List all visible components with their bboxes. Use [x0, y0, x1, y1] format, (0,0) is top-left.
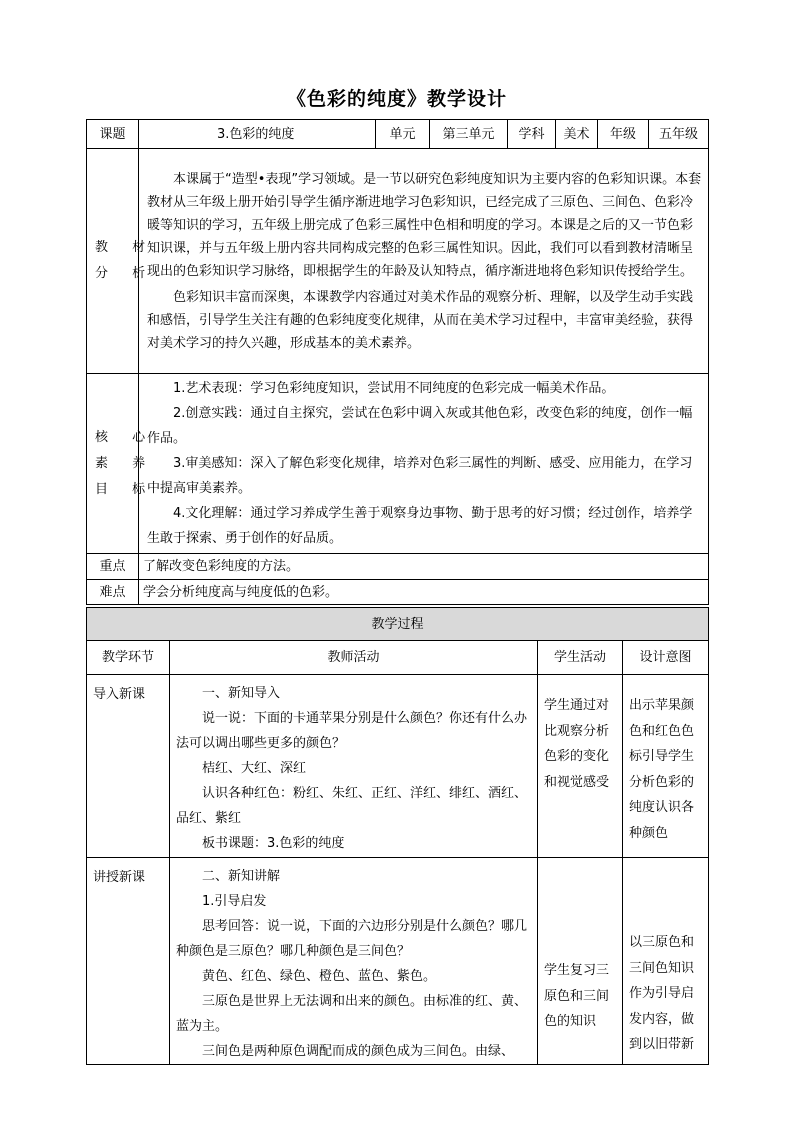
lesson-info-table: [86, 119, 709, 605]
teacher-line: 二、新知讲解: [202, 869, 281, 884]
material-analysis-text: [139, 149, 709, 374]
section-name: 导入新课: [87, 675, 170, 858]
subject-value: 美术: [556, 120, 598, 149]
goal-item: 2.创意实践：通过自主探究，尝试在色彩中调入灰或其他色彩，改变色彩的纯度，创作一幅作品。: [147, 406, 693, 446]
teacher-activity: [170, 858, 538, 1065]
design-intent: 以三原色和三间色知识作为引导启发内容，做到以旧带新: [623, 858, 709, 1065]
difficulty-row: [87, 580, 709, 605]
goal-item: 1.艺术表现：学习色彩纯度知识，尝试用不同纯度的色彩完成一幅美术作品。: [173, 381, 615, 396]
document-title: 《色彩的纯度》教学设计: [286, 88, 507, 110]
section-name: 讲授新课: [87, 858, 170, 1065]
teaching-process-table: [86, 607, 709, 1065]
teacher-line: 1.引导启发: [202, 894, 267, 909]
header-student-activity: 学生活动: [538, 641, 623, 675]
teacher-line: 思考回答：说一说，下面的六边形分别是什么颜色？哪几种颜色是三原色？哪几种颜色是三间色？: [176, 919, 528, 959]
unit-label: 单元: [376, 120, 430, 149]
core-goals-text: [139, 374, 709, 554]
info-row: [87, 120, 709, 149]
teacher-line: 黄色、红色、绿色、橙色、蓝色、紫色。: [202, 969, 437, 984]
goal-item: 4.文化理解：通过学习养成学生善于观察身边事物、勤于思考的好习惯；经过创作，培养学生敢于探索、勇于创作的好品质。: [147, 506, 693, 546]
difficulty-label: 难点: [87, 580, 139, 605]
difficulty-value: 学会分析纯度高与纯度低的色彩。: [139, 580, 709, 605]
material-analysis-label: 教 材 分 析: [87, 149, 139, 374]
key-point-value: 了解改变色彩纯度的方法。: [139, 554, 709, 580]
core-goals-label: 核 心 素 养 目 标: [87, 374, 139, 554]
teacher-line: 三间色是两种原色调配而成的颜色成为三间色。由绿、: [202, 1044, 515, 1059]
unit-value: 第三单元: [430, 120, 508, 149]
goal-item: 3.审美感知：深入了解色彩变化规律，培养对色彩三属性的判断、感受、应用能力，在学习中提高审美素养。: [147, 456, 693, 496]
grade-value: 五年级: [649, 120, 709, 149]
grade-label: 年级: [598, 120, 649, 149]
material-paragraph: 本课属于“造型•表现”学习领域。是一节以研究色彩纯度知识为主要内容的色彩知识课。本套教材从三年级上册开始引导学生循序渐进地学习色彩知识，已经完成了三原色、三间色、色彩冷暖等知识的学习，五年级上册完成了色彩三属性中色相和明度的学习。本课是之后的又一节色彩知识课，并与五年级上册内容共同构成完整的色彩三属性知识。因此，我们可以看到教材清晰呈现出的色彩知识学习脉络，即根据学生的年龄及认知特点，循序渐进地将色彩知识传授给学生。: [147, 171, 702, 279]
header-stage: 教学环节: [87, 641, 170, 675]
design-intent: 出示苹果颜色和红色色标引导学生分析色彩的纯度认识各种颜色: [623, 675, 709, 858]
teacher-line: 认识各种红色：粉红、朱红、正红、洋红、绯红、酒红、品红、紫红: [176, 786, 528, 826]
teacher-line: 三原色是世界上无法调和出来的颜色。由标准的红、黄、蓝为主。: [176, 994, 528, 1034]
student-activity: 学生通过对比观察分析色彩的变化和视觉感受: [538, 675, 623, 858]
student-activity: 学生复习三原色和三间色的知识: [538, 858, 623, 1065]
process-band: 教学过程: [87, 608, 709, 641]
subject-label: 学科: [508, 120, 556, 149]
process-header-row: [87, 641, 709, 675]
process-section-row: [87, 858, 709, 1065]
teacher-line: 板书课题：3.色彩的纯度: [202, 836, 345, 851]
teacher-line: 一、新知导入: [202, 686, 281, 701]
process-band-row: [87, 608, 709, 641]
teacher-line: 说一说：下面的卡通苹果分别是什么颜色？你还有什么办法可以调出哪些更多的颜色？: [176, 711, 528, 751]
process-section-row: [87, 675, 709, 858]
topic-value: 3.色彩的纯度: [139, 120, 376, 149]
material-paragraph: 色彩知识丰富而深奥，本课教学内容通过对美术作品的观察分析、理解，以及学生动手实践和感悟，引导学生关注有趣的色彩纯度变化规律，从而在美术学习过程中，丰富审美经验，获得对美术学习的持久兴趣，形成基本的美术素养。: [147, 289, 694, 351]
teacher-activity: [170, 675, 538, 858]
topic-label: 课题: [87, 120, 139, 149]
header-teacher-activity: 教师活动: [170, 641, 538, 675]
key-point-label: 重点: [87, 554, 139, 580]
header-design-intent: 设计意图: [623, 641, 709, 675]
teacher-line: 桔红、大红、深红: [202, 761, 307, 776]
key-point-row: [87, 554, 709, 580]
core-goals-row: [87, 374, 709, 554]
material-analysis-row: [87, 149, 709, 374]
